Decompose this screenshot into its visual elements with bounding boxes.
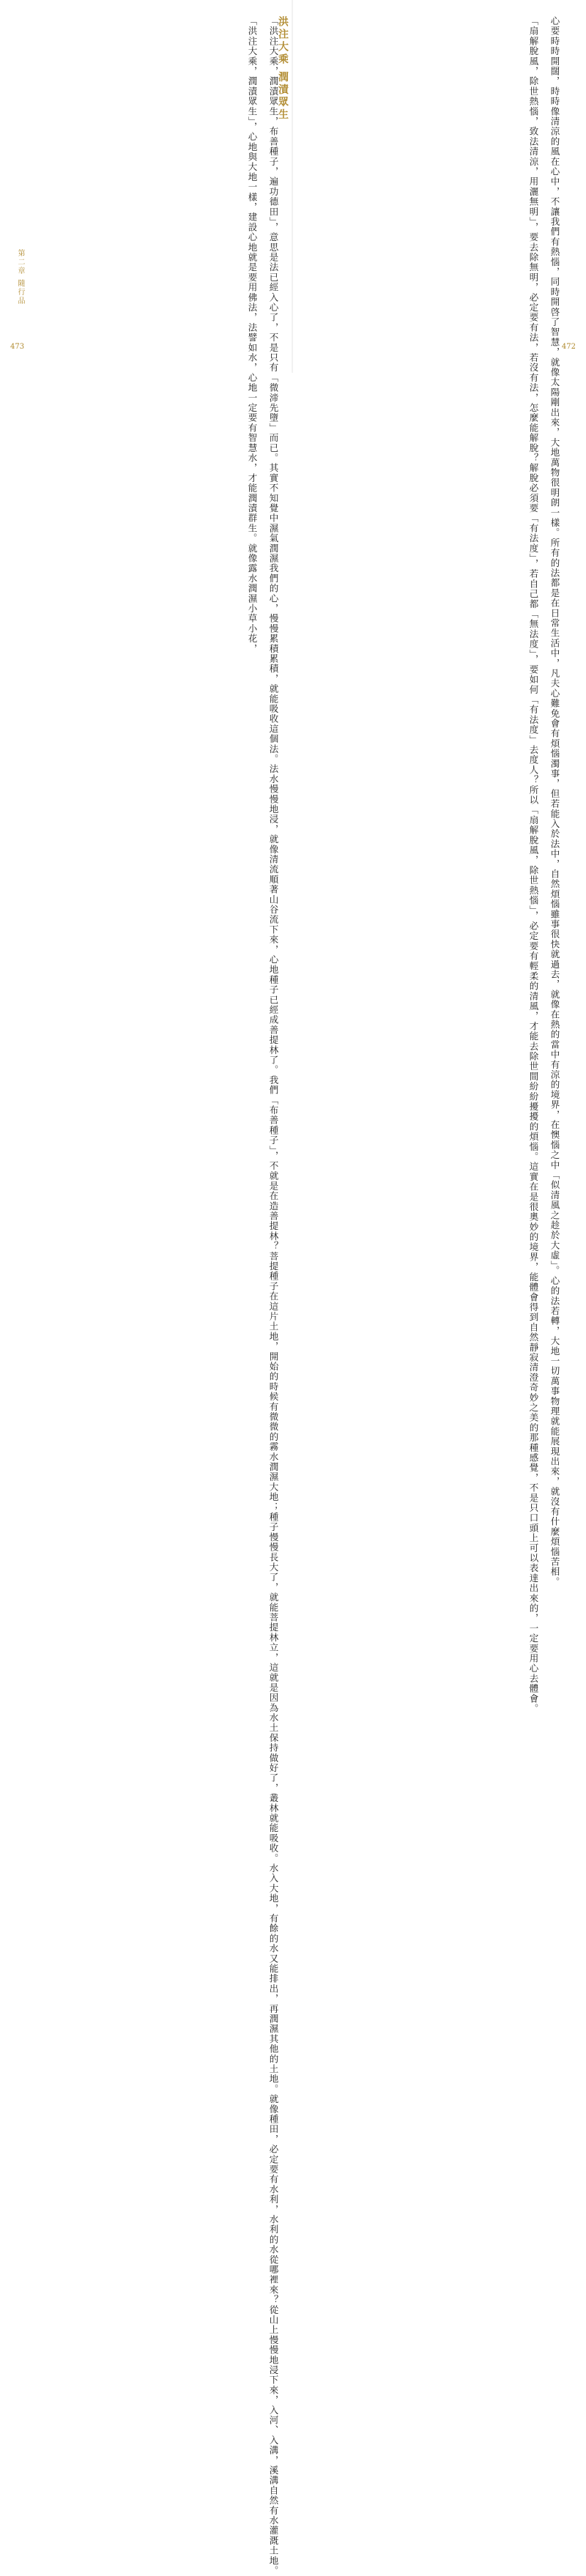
page-number-right: 472 xyxy=(561,343,576,351)
running-head: 第二章 隨行品 xyxy=(16,249,24,306)
left-paragraph-1: 「洪注大乘，潤漬眾生，布善種子，遍功德田」，意思是法已經入心了，不是只有「微渧先墮」而已。其實不知覺中濕氣潤濕我們的心，慢慢累積累積，就能吸收這個法。法水慢慢地浸，就像清流順著山谷流下來，心地種子已經成善提林了。我們「布善種子」，不就是在造善提林？菩提種子在這片土地，開始的時候有微微的霧水潤濕大地；種子慢慢長大了，就能菩提林立，這就是因為水土保持做好了，叢林就能吸收。水入大地，有餘的水又能排出，再潤濕其他的土地。就像種田，必定要有水利，水利的水從哪裡來？從山上慢慢地浸下來，入河、入溝，溪溝自然有水灌溉土地。 xyxy=(268,16,279,2576)
left-page-body xyxy=(245,16,281,2576)
right-page-body xyxy=(526,16,563,1714)
left-paragraph-2: 「洪注大乘，潤漬眾生」，心地與大地一樣，建設心地就是要用佛法，法譬如水，心地一定要有智慧水，才能潤漬群生。就像露水潤濕小草小花， xyxy=(247,16,258,654)
right-page xyxy=(293,0,586,1714)
right-paragraph-2: 「扇解脫風，除世熱惱，致法清涼，用灑無明」，要去除無明，必定要有法，若沒有法，怎麼能解脫？解脫必須要「有法度」，若自己都「無法度」，要如何「有法度」去度人？所以「扇解脫風，除世熱惱」，必定要有輕柔的清風，才能去除世間紛紛擾擾的煩惱。這實在是很奧妙的境界，能體會得到自然靜寂清澄奇妙之美的那種感覺，不是只口頭上可以表達出來的，一定要用心去體會。 xyxy=(528,16,539,1714)
page-number-left: 473 xyxy=(10,343,25,351)
right-paragraph-1: 心要時時開闊，時時像清涼的風在心中，不讓我們有熱惱，同時開啓了智慧，就像太陽剛出來，大地萬物很明朗一樣。所有的法都是在日常生活中，凡夫心難免會有煩惱濁事，但若能入於法中，自然煩惱雖事很快就過去，就像在熱的當中有涼的境界，在懊惱之中「似清風之趁於大虛」。心的法若轉，大地一切萬事物理就能展現出來，就沒有什麼煩惱苦相。 xyxy=(549,16,560,1587)
section-heading: 洪注大乘 潤漬眾生 xyxy=(277,16,289,122)
